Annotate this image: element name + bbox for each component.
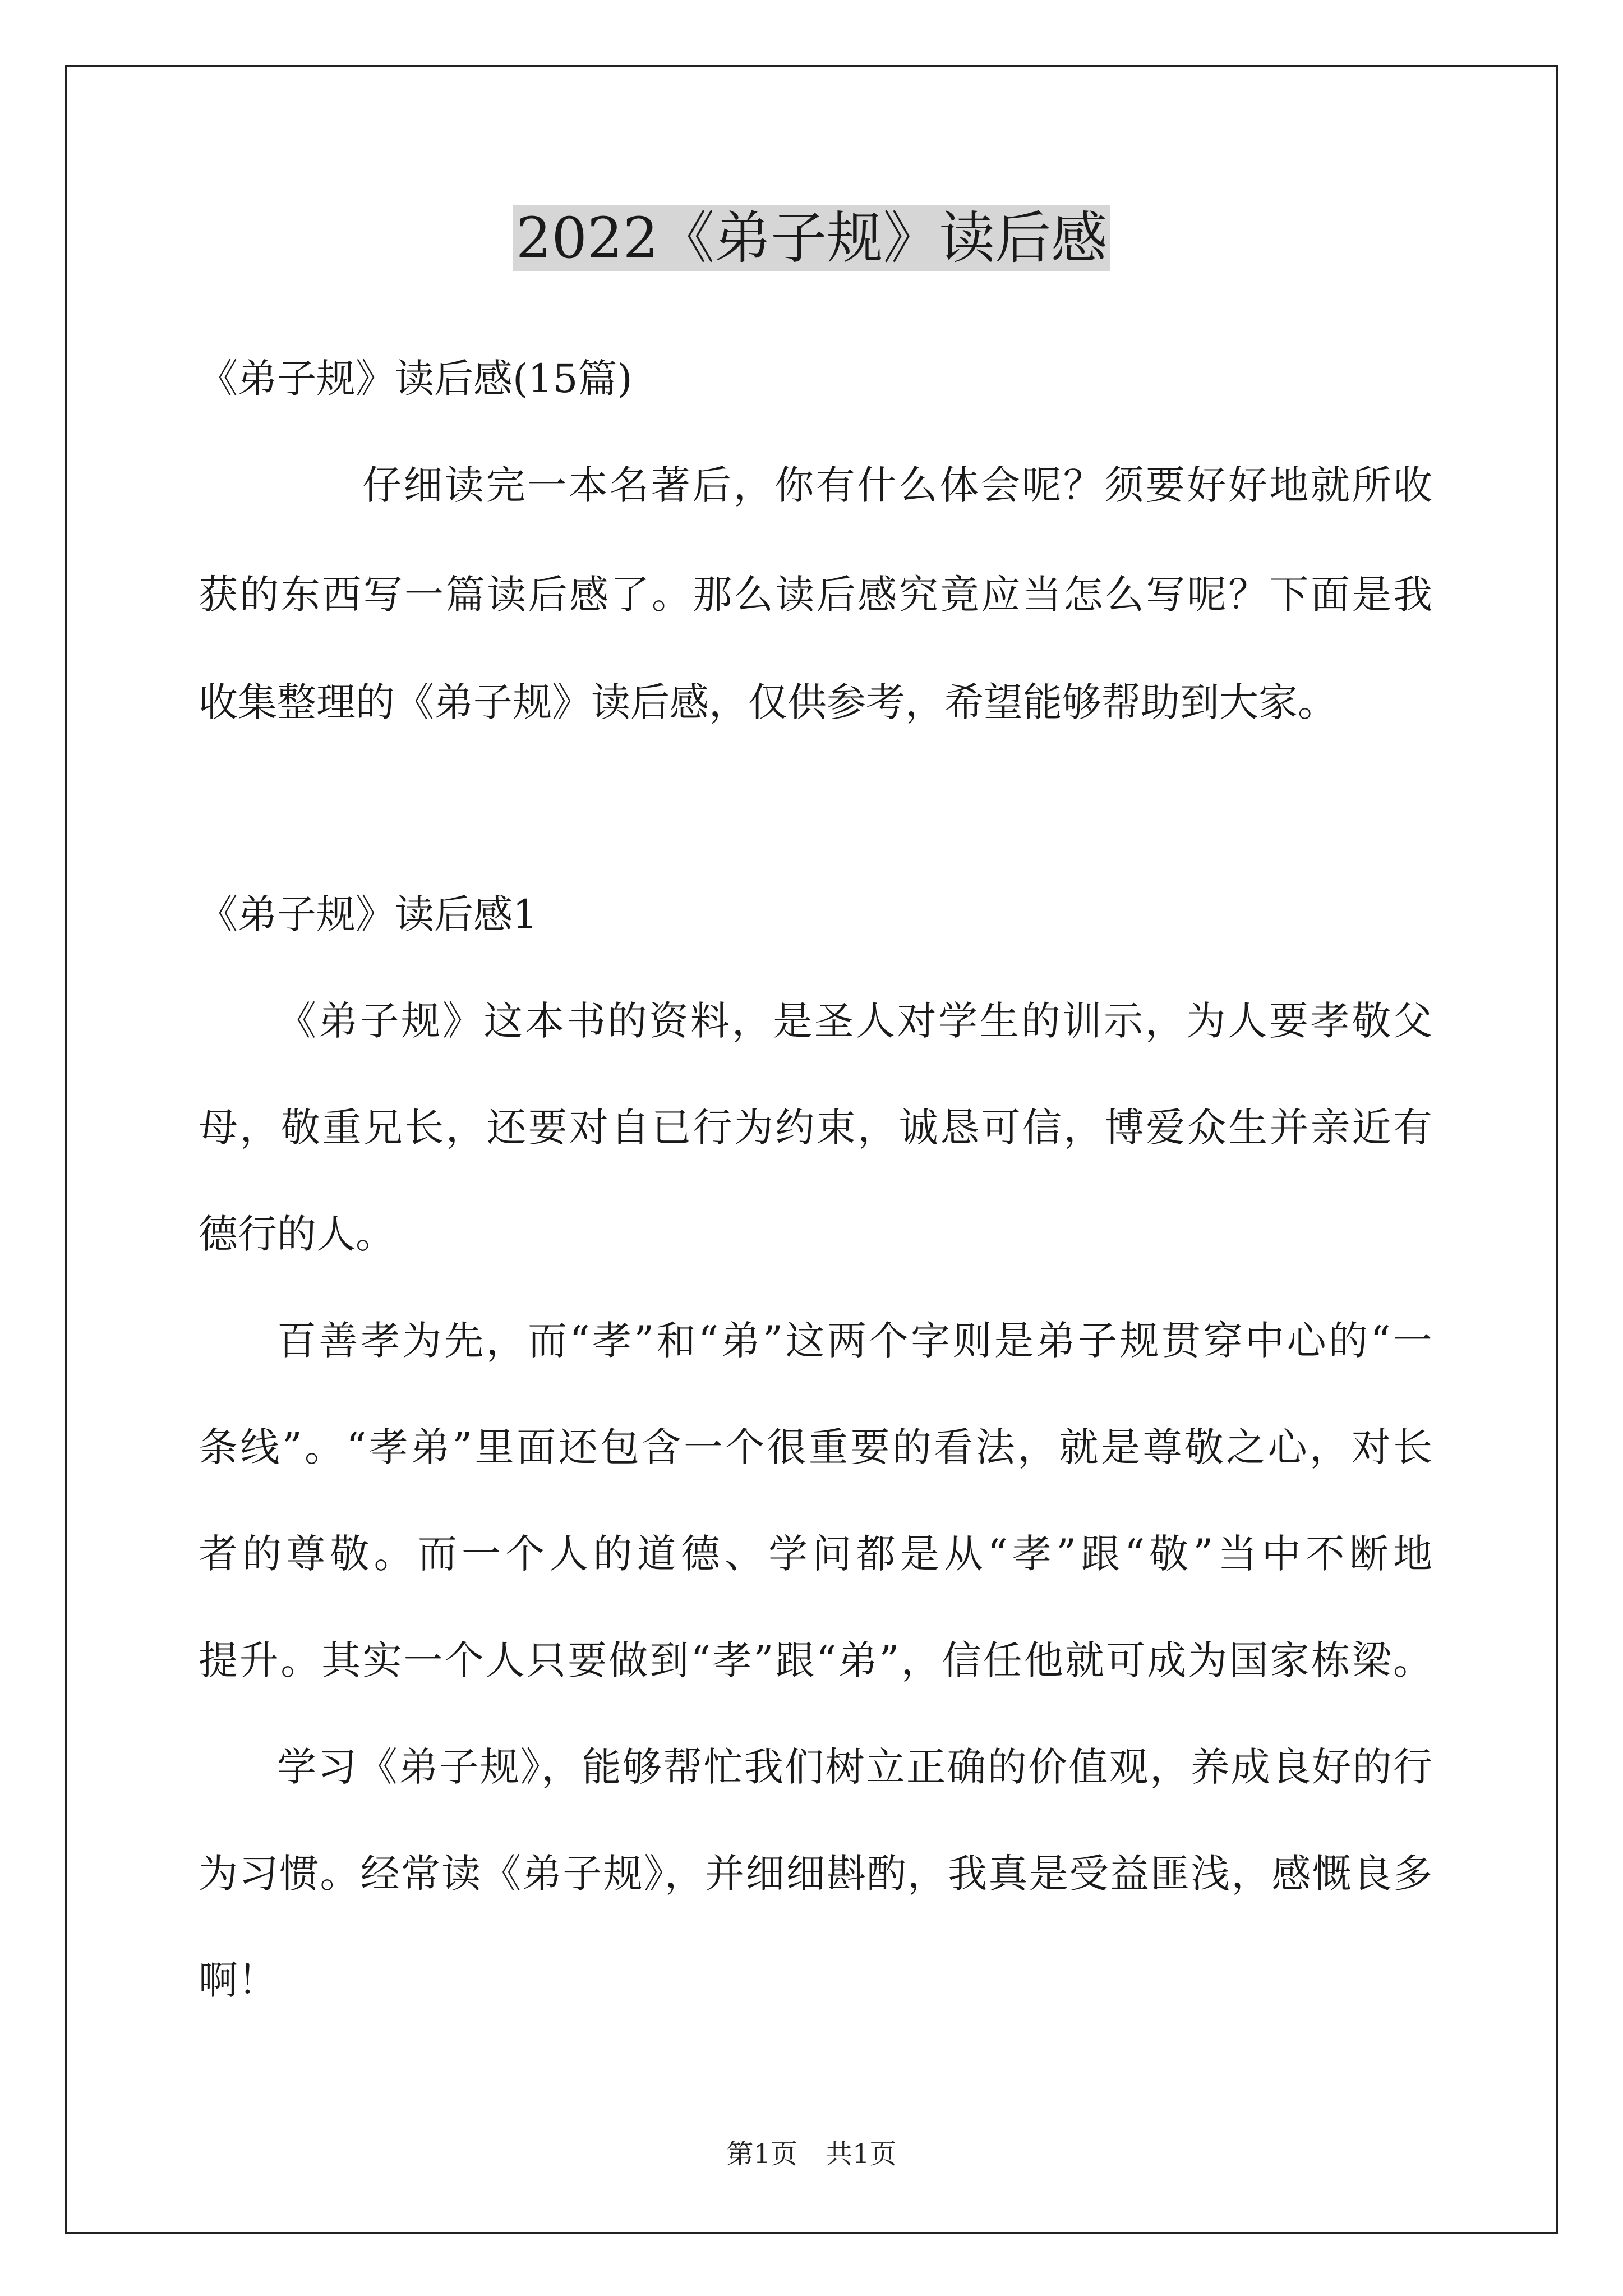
paragraph-line: 学习《弟子规》，能够帮忙我们树立正确的价值观，养成良好的行 (277, 1744, 1432, 1790)
paragraph-line: 为习惯。经常读《弟子规》，并细细斟酌，我真是受益匪浅，感慨良多 (199, 1851, 1432, 1897)
paragraph-line: 提升。其实一个人只要做到“孝”跟“弟”，信任他就可成为国家栋梁。 (199, 1637, 1432, 1683)
paragraph-line: 德行的人。 (199, 1211, 395, 1257)
document-subtitle: 《弟子规》读后感(15篇) (199, 356, 633, 402)
page-total: 共1页 (826, 2138, 897, 2170)
paragraph-line: 母，敬重兄长，还要对自已行为约束，诚恳可信，博爱众生并亲近有 (199, 1105, 1432, 1151)
paragraph-line: 者的尊敬。而一个人的道德、学问都是从“孝”跟“敬”当中不断地 (199, 1531, 1432, 1577)
paragraph-line: 百善孝为先，而“孝”和“弟”这两个字则是弟子规贯穿中心的“一 (277, 1318, 1432, 1364)
paragraph-line: 啊！ (199, 1957, 277, 2003)
section-heading: 《弟子规》读后感1 (199, 891, 538, 937)
intro-line: 收集整理的《弟子规》读后感，仅供参考，希望能够帮助到大家。 (199, 679, 1337, 725)
paragraph-line: 《弟子规》这本书的资料，是圣人对学生的训示，为人要孝敬父 (277, 998, 1432, 1044)
page-footer (0, 2134, 1623, 2174)
document-title: 2022《弟子规》读后感 (0, 199, 1623, 278)
paragraph-line: 条线”。“孝弟”里面还包含一个很重要的看法，就是尊敬之心，对长 (199, 1424, 1432, 1470)
page-number: 第1页 (726, 2138, 797, 2170)
intro-line: 获的东西写一篇读后感了。那么读后感究竟应当怎么写呢？下面是我 (199, 572, 1432, 618)
intro-line: 仔细读完一本名著后，你有什么体会呢？须要好好地就所收 (362, 462, 1432, 508)
